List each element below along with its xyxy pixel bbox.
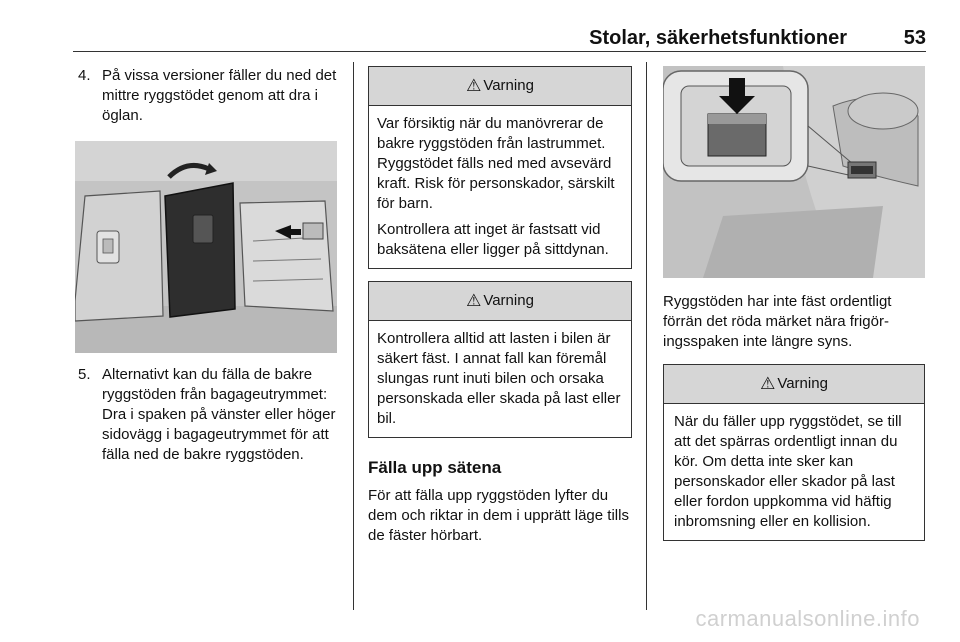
release-lever-illustration [663, 66, 925, 278]
list-number: 4. [78, 67, 91, 84]
column-3 [663, 66, 925, 553]
warning-triangle-icon: ⚠ [466, 76, 482, 95]
section-text: För att fälla upp ryggstöden lyfter du dem och riktar in dem i upprätt läge tills de fäster hörbart. [368, 487, 629, 544]
column-divider-1 [353, 62, 354, 610]
column-1 [78, 66, 340, 465]
column-divider-2 [646, 62, 647, 610]
list-item-4 [78, 66, 340, 126]
list-text: På vissa versioner fäller du ned det mittre ryggstödet genom att dra i öglan. [102, 67, 337, 124]
warning-label: Varning [483, 77, 534, 94]
warning-text: Kontrollera alltid att lasten i bilen är säkert fäst. I annat fall kan föremål slungas runt inuti bilen och orsaka personskada eller skada på last eller bil. [377, 330, 621, 427]
header-rule [73, 51, 926, 52]
warning-text: Kontrollera att inget är fastsatt vid baksätena eller ligger på sittdynan. [377, 221, 609, 258]
warning-body [664, 404, 924, 540]
list-text: Alternativt kan du fälla de bakre ryggstöden från bagageutrymmet: Dra i spaken på vänster eller höger sidovägg i bagageutrymmet för att fälla ned de bakre ryggstöden. [102, 366, 336, 463]
watermark: carmanualsonline.info [695, 606, 920, 631]
warning-header [664, 365, 924, 404]
list-number: 5. [78, 366, 91, 383]
warning-box-2 [368, 281, 632, 438]
seat-fold-drawing [75, 141, 337, 353]
release-lever-drawing [663, 66, 925, 278]
warning-label: Varning [483, 292, 534, 309]
warning-triangle-icon: ⚠ [760, 374, 776, 393]
warning-header [369, 67, 631, 106]
warning-triangle-icon: ⚠ [466, 291, 482, 310]
warning-box-1 [368, 66, 632, 269]
header-title: Stolar, säkerhetsfunktioner [589, 27, 847, 49]
warning-body [369, 321, 631, 437]
warning-box-3 [663, 364, 925, 541]
list-item-5 [78, 365, 340, 465]
warning-text: När du fäller upp ryggstödet, se till att det spärras ordentligt innan du kör. Om detta inte sker kan personskador eller skador på last eller fordon uppkomma vid häftig inbromsning eller en kollision. [674, 413, 902, 530]
column-2 [368, 66, 632, 546]
warning-body [369, 106, 631, 268]
warning-text: Var försiktig när du manövrerar de bakre ryggstöden från lastrummet. Ryggstödet fälls ned med avsevärd kraft. Risk för personskador, särskilt för barn. [377, 115, 615, 212]
section-title: Fälla upp sätena [368, 458, 502, 477]
warning-label: Varning [777, 375, 828, 392]
seat-fold-illustration [75, 141, 337, 353]
page-number: 53 [903, 27, 926, 49]
warning-header [369, 282, 631, 321]
figure-caption: Ryggstöden har inte fäst ordentligt förrän det röda märket nära frigöringsspaken inte längre syns. [663, 293, 892, 350]
